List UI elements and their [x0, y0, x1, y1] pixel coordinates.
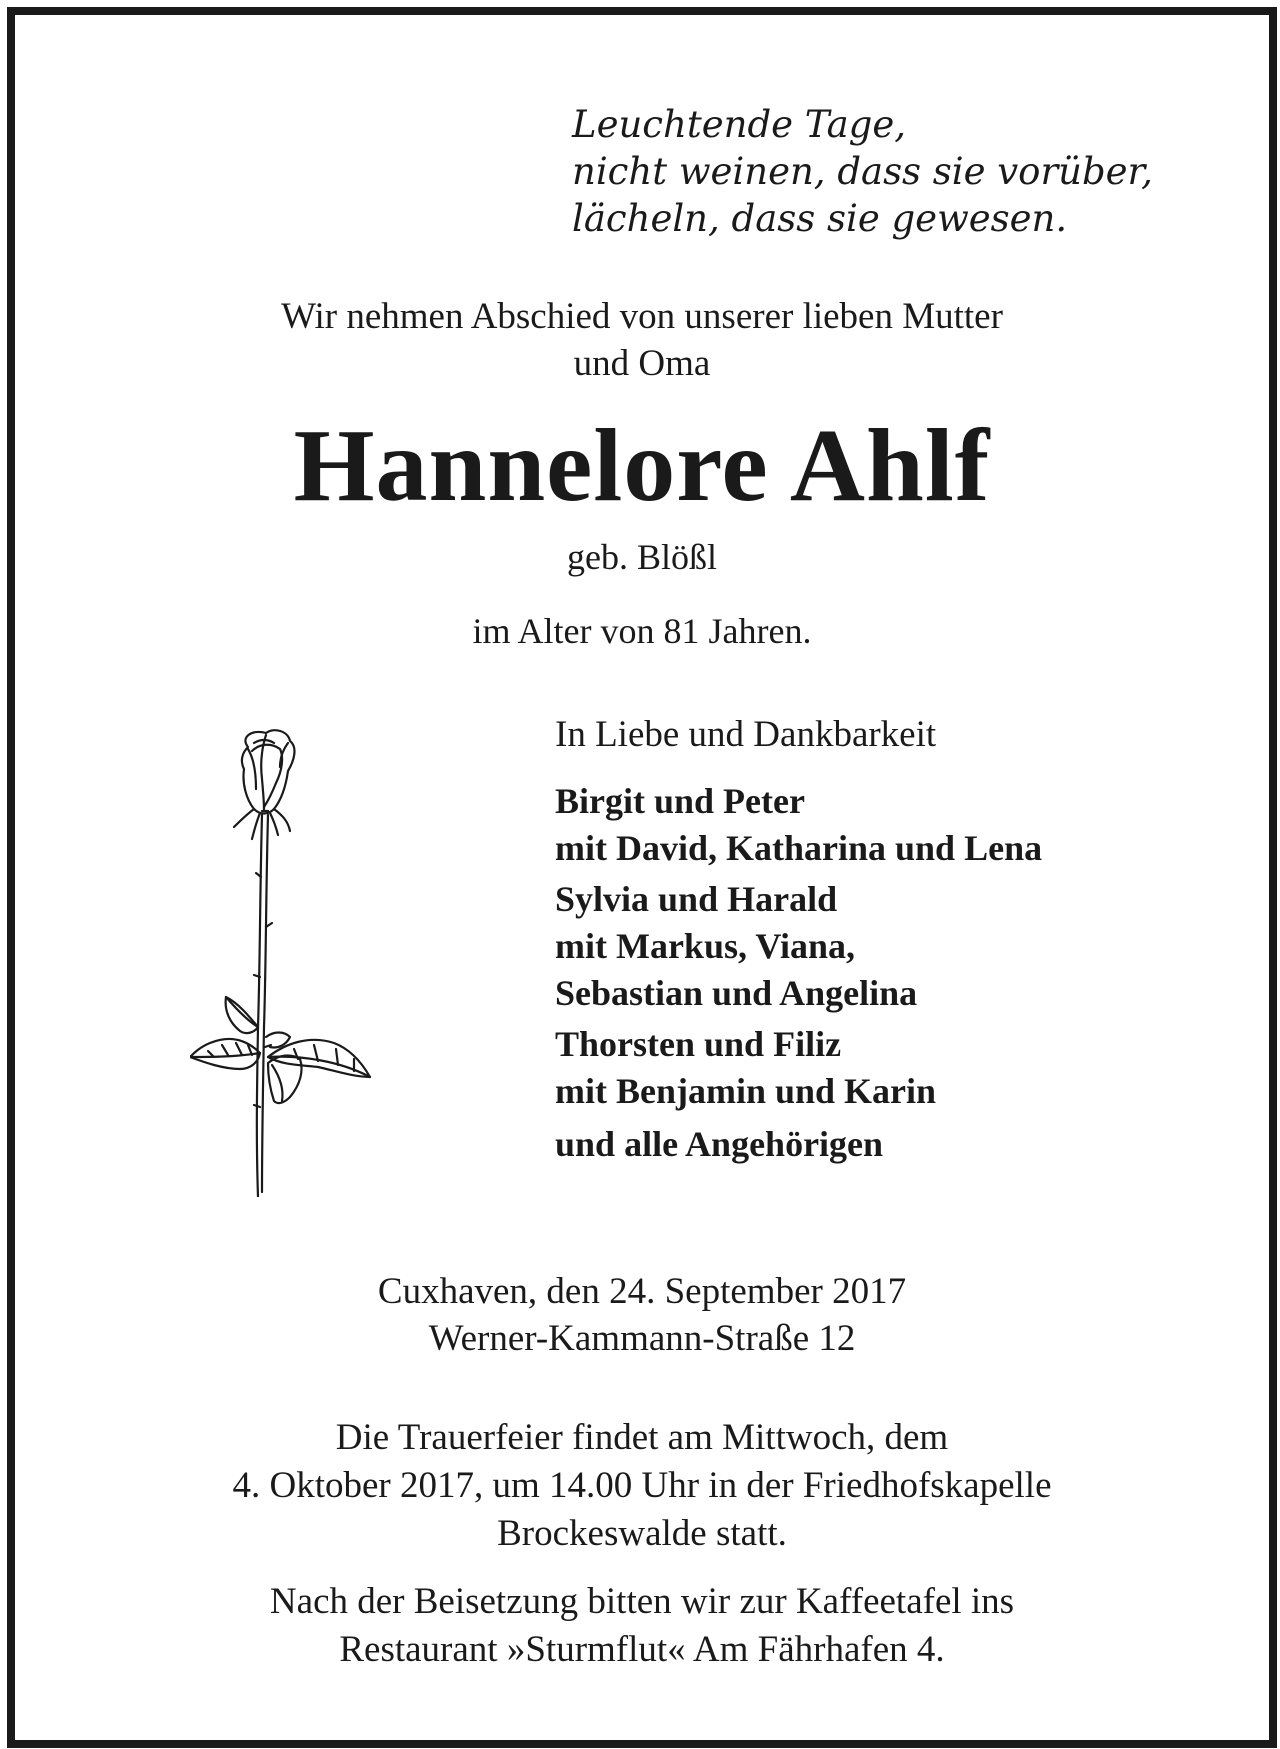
family-line: Sebastian und Angelina: [555, 973, 918, 1013]
funeral-line: Die Trauerfeier findet am Mittwoch, dem: [335, 1417, 949, 1458]
family-group: [555, 1021, 1042, 1115]
deceased-name: Hannelore Ahlf: [293, 408, 991, 523]
funeral-line: Brockeswalde statt.: [497, 1513, 787, 1554]
reception-line: Restaurant »Sturmflut« Am Fährhafen 4.: [339, 1629, 945, 1670]
intro-line: und Oma: [573, 343, 711, 384]
family-group: [555, 876, 1042, 1017]
poem-line: lächeln, dass sie gewesen.: [572, 197, 1068, 240]
obituary-frame: [7, 7, 1277, 1748]
address: Werner-Kammann-Straße 12: [428, 1318, 856, 1359]
family-line: Thorsten und Filiz: [555, 1024, 842, 1064]
relatives-line: und alle Angehörigen: [555, 1124, 884, 1164]
family-line: mit Benjamin und Karin: [555, 1071, 937, 1111]
family-line: Birgit und Peter: [555, 781, 805, 821]
mourners-block: [555, 712, 1042, 1168]
farewell-intro: [15, 293, 1269, 387]
family-line: mit David, Katharina und Lena: [555, 828, 1043, 868]
family-group: [555, 778, 1042, 872]
thanks-heading: In Liebe und Dankbarkeit: [555, 714, 937, 755]
reception-line: Nach der Beisetzung bitten wir zur Kaffeetafel ins: [269, 1581, 1015, 1622]
funeral-line: 4. Oktober 2017, um 14.00 Uhr in der Friedhofskapelle: [232, 1465, 1052, 1506]
city-date: Cuxhaven, den 24. September 2017: [377, 1271, 907, 1312]
poem-line: Leuchtende Tage,: [572, 103, 906, 146]
rose-icon: [190, 727, 420, 1197]
family-line: Sylvia und Harald: [555, 879, 838, 919]
maiden-name: geb. Blößl: [567, 537, 717, 577]
intro-line: Wir nehmen Abschied von unserer lieben Mutter: [281, 296, 1003, 337]
age-line: im Alter von 81 Jahren.: [472, 611, 812, 651]
poem-line: nicht weinen, dass sie vorüber,: [572, 150, 1153, 193]
funeral-notice: [15, 1414, 1269, 1558]
reception-notice: [15, 1578, 1269, 1674]
family-line: mit Markus, Viana,: [555, 926, 856, 966]
place-date: [15, 1268, 1269, 1362]
poem: [572, 101, 1153, 242]
